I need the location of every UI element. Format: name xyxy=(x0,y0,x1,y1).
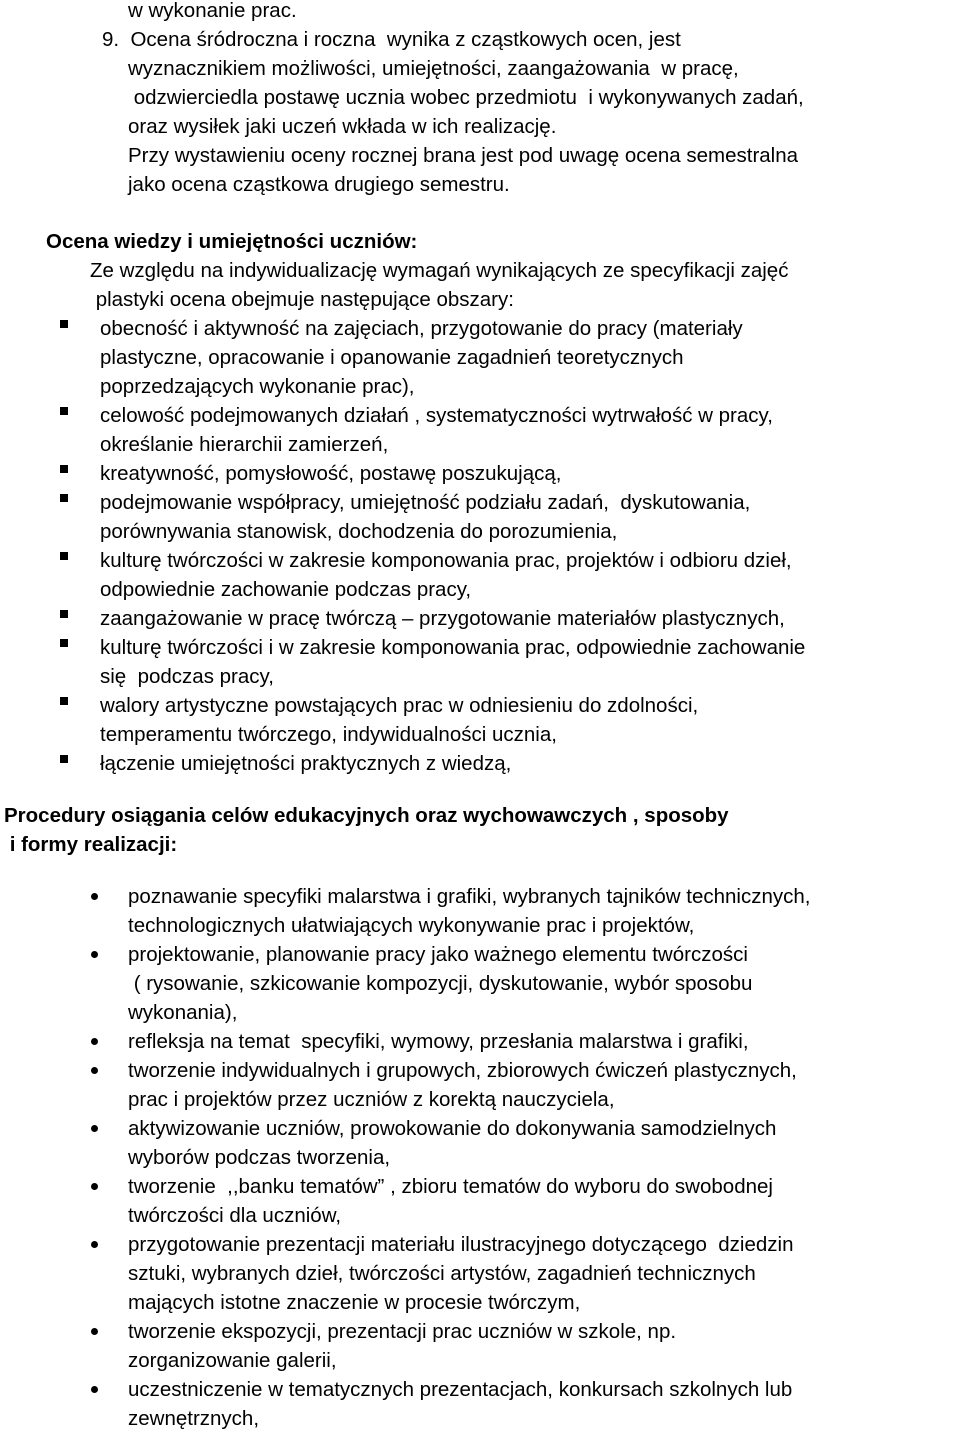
list-item-line: zewnętrznych, xyxy=(128,1407,260,1430)
list-item-line: podejmowanie współpracy, umiejętność podziału zadań, dyskutowania, xyxy=(100,491,751,514)
list-item-line: wykonania), xyxy=(128,1001,238,1024)
list-item-line: zorganizowanie galerii, xyxy=(128,1349,337,1372)
list-item-line: refleksja na temat specyfiki, wymowy, przesłania malarstwa i grafiki, xyxy=(128,1030,749,1053)
square-bullet-icon xyxy=(60,465,68,473)
list-item-line: zaangażowanie w pracę twórczą – przygotowanie materiałów plastycznych, xyxy=(100,607,785,630)
list-item-line: tworzenie ,,banku tematów” , zbioru tematów do wyboru do swobodnej xyxy=(128,1175,773,1198)
section-heading: i formy realizacji: xyxy=(4,833,178,856)
square-bullet-icon xyxy=(60,552,68,560)
round-bullet-icon xyxy=(91,1386,98,1393)
round-bullet-icon xyxy=(91,1183,98,1190)
list-item-line: wyborów podczas tworzenia, xyxy=(128,1146,391,1169)
text-line: Przy wystawieniu oceny rocznej brana jest pod uwagę ocena semestralna xyxy=(128,144,799,167)
list-item-line: aktywizowanie uczniów, prowokowanie do dokonywania samodzielnych xyxy=(128,1117,777,1140)
list-item-line: przygotowanie prezentacji materiału ilustracyjnego dotyczącego dziedzin xyxy=(128,1233,794,1256)
round-bullet-icon xyxy=(91,1038,98,1045)
list-item-line: technologicznych ułatwiających wykonywanie prac i projektów, xyxy=(128,914,695,937)
list-item-line: projektowanie, planowanie pracy jako ważnego elementu twórczości xyxy=(128,943,748,966)
round-bullet-icon xyxy=(91,893,98,900)
list-item-line: poprzedzających wykonanie prac), xyxy=(100,375,415,398)
square-bullet-icon xyxy=(60,755,68,763)
round-bullet-icon xyxy=(91,1241,98,1248)
square-bullet-icon xyxy=(60,697,68,705)
list-item-line: mających istotne znaczenie w procesie twórczym, xyxy=(128,1291,581,1314)
list-item-line: ( rysowanie, szkicowanie kompozycji, dyskutowanie, wybór sposobu xyxy=(128,972,753,995)
section-heading: Procedury osiągania celów edukacyjnych oraz wychowawczych , sposoby xyxy=(4,804,729,827)
text-line: oraz wysiłek jaki uczeń wkłada w ich realizację. xyxy=(128,115,557,138)
text-line: wyznacznikiem możliwości, umiejętności, zaangażowania w pracę, xyxy=(128,57,739,80)
text-line: Ze względu na indywidualizację wymagań wynikających ze specyfikacji zajęć xyxy=(90,259,789,282)
list-item-line: walory artystyczne powstających prac w odniesieniu do zdolności, xyxy=(100,694,699,717)
list-item-line: kreatywność, pomysłowość, postawę poszukującą, xyxy=(100,462,562,485)
round-bullet-icon xyxy=(91,951,98,958)
list-item-line: twórczości dla uczniów, xyxy=(128,1204,342,1227)
list-item-line: odpowiednie zachowanie podczas pracy, xyxy=(100,578,472,601)
list-item-line: kulturę twórczości i w zakresie komponowania prac, odpowiednie zachowanie xyxy=(100,636,806,659)
round-bullet-icon xyxy=(91,1328,98,1335)
list-item-line: uczestniczenie w tematycznych prezentacjach, konkursach szkolnych lub xyxy=(128,1378,793,1401)
list-item-line: poznawanie specyfiki malarstwa i grafiki, wybranych tajników technicznych, xyxy=(128,885,811,908)
square-bullet-icon xyxy=(60,610,68,618)
list-item-line: prac i projektów przez uczniów z korektą nauczyciela, xyxy=(128,1088,615,1111)
text-line: w wykonanie prac. xyxy=(128,0,297,22)
list-item-line: tworzenie indywidualnych i grupowych, zbiorowych ćwiczeń plastycznych, xyxy=(128,1059,797,1082)
list-item-line: porównywania stanowisk, dochodzenia do porozumienia, xyxy=(100,520,618,543)
list-item-line: temperamentu twórczego, indywidualności ucznia, xyxy=(100,723,557,746)
text-line: 9. Ocena śródroczna i roczna wynika z cząstkowych ocen, jest xyxy=(102,28,681,51)
square-bullet-icon xyxy=(60,494,68,502)
list-item-line: się podczas pracy, xyxy=(100,665,274,688)
square-bullet-icon xyxy=(60,639,68,647)
list-item-line: obecność i aktywność na zajęciach, przygotowanie do pracy (materiały xyxy=(100,317,743,340)
square-bullet-icon xyxy=(60,320,68,328)
list-item-line: sztuki, wybranych dzieł, twórczości artystów, zagadnień technicznych xyxy=(128,1262,756,1285)
list-item-line: plastyczne, opracowanie i opanowanie zagadnień teoretycznych xyxy=(100,346,684,369)
square-bullet-icon xyxy=(60,407,68,415)
list-item-line: celowość podejmowanych działań , systematyczności wytrwałość w pracy, xyxy=(100,404,773,427)
round-bullet-icon xyxy=(91,1125,98,1132)
section-heading: Ocena wiedzy i umiejętności uczniów: xyxy=(46,230,418,253)
list-item-line: określanie hierarchii zamierzeń, xyxy=(100,433,389,456)
list-item-line: łączenie umiejętności praktycznych z wiedzą, xyxy=(100,752,512,775)
round-bullet-icon xyxy=(91,1067,98,1074)
text-line: jako ocena cząstkowa drugiego semestru. xyxy=(128,173,510,196)
text-line: plastyki ocena obejmuje następujące obszary: xyxy=(90,288,514,311)
list-item-line: kulturę twórczości w zakresie komponowania prac, projektów i odbioru dzieł, xyxy=(100,549,792,572)
text-line: odzwierciedla postawę ucznia wobec przedmiotu i wykonywanych zadań, xyxy=(128,86,804,109)
list-item-line: tworzenie ekspozycji, prezentacji prac uczniów w szkole, np. xyxy=(128,1320,677,1343)
